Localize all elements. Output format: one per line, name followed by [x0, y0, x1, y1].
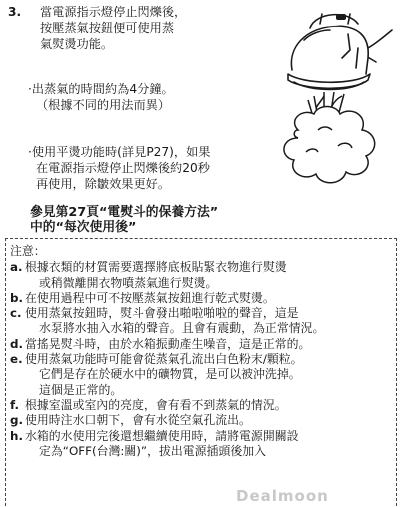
note-line: 水箱的水使用完後還想繼續使用時，請將電源開關設 — [25, 428, 299, 443]
note-line: 這個是正常的。 — [39, 382, 123, 397]
maintenance-reference — [30, 205, 218, 235]
notes-list — [10, 244, 324, 459]
step-3-line: 當電源指示燈停止閃爍後， — [40, 5, 187, 19]
note-item — [10, 352, 324, 398]
note-item — [10, 260, 324, 291]
note-item — [10, 429, 324, 460]
step-3-line: 氣熨燙功能。 — [40, 37, 114, 51]
note-item — [10, 413, 324, 428]
steam-iron-icon — [288, 14, 392, 90]
note-line: 根據室溫或室內的亮度，會有看不到蒸氣的情況。 — [25, 397, 287, 412]
step-number: 3. — [8, 5, 22, 19]
note-line: 使用蒸氣功能時可能會從蒸氣孔流出白色粉末/顆粒。 — [25, 352, 303, 367]
tip-line: 在電源指示燈停止閃爍後約20秒 — [36, 161, 210, 175]
tip-line: 再使用，除皺效果更好。 — [36, 177, 171, 191]
note-letter: h. — [10, 428, 23, 443]
note-line: 使用蒸氣按鈕時，熨斗會發出啪啦啪啦的聲音，這是 — [25, 306, 299, 321]
note-line: 或稍微離開衣物噴蒸氣進行熨燙。 — [39, 275, 218, 290]
note-letter: b. — [10, 290, 24, 305]
step-3-line: 按壓蒸氣按鈕便可使用蒸 — [40, 21, 175, 35]
note-letter: a. — [10, 260, 23, 275]
step-3-instruction — [8, 4, 186, 52]
note-line: 水泵將水抽入水箱的聲音。且會有震動，為正常情況。 — [39, 321, 325, 336]
note-line: 定為“OFF(台灣:關)”，拔出電源插頭後加入 — [39, 443, 267, 458]
note-line: 使用時注水口朝下，會有水從空氣孔流出。 — [25, 413, 251, 428]
note-item — [10, 398, 324, 413]
tip-line: ·出蒸氣的時間約為4分鐘。 — [28, 82, 174, 96]
note-item — [10, 337, 324, 352]
note-letter: g. — [10, 413, 24, 428]
steam-iron-illustration — [258, 0, 401, 210]
flat-ironing-tip — [28, 144, 211, 192]
note-line: 在使用過程中可不按壓蒸氣按鈕進行乾式熨燙。 — [25, 290, 275, 305]
tip-line: ·使用平燙功能時(詳見P27)，如果 — [28, 145, 211, 159]
note-line: 當搖晃熨斗時，由於水箱振動產生噪音，這是正常的。 — [25, 336, 311, 351]
notes-heading: 注意： — [10, 244, 46, 258]
steam-duration-tip — [28, 81, 174, 113]
note-line: 根據衣類的材質需要選擇將底板貼緊衣物進行熨燙 — [25, 260, 287, 275]
reference-line: 中的“每次使用後” — [30, 220, 137, 235]
reference-line: 參見第27頁“電熨斗的保養方法” — [30, 205, 219, 220]
note-letter: d. — [10, 336, 24, 351]
note-item — [10, 291, 324, 306]
note-letter: e. — [10, 352, 23, 367]
watermark: Dealmoon — [236, 487, 329, 505]
note-item — [10, 306, 324, 337]
note-letter: c. — [10, 306, 22, 321]
note-line: 它們是存在於硬水中的礦物質，是可以被沖洗掉。 — [39, 367, 301, 382]
note-letter: f. — [10, 397, 20, 412]
tip-line: （根據不同的用法而異） — [36, 98, 171, 112]
steam-cloud-icon — [284, 92, 375, 183]
